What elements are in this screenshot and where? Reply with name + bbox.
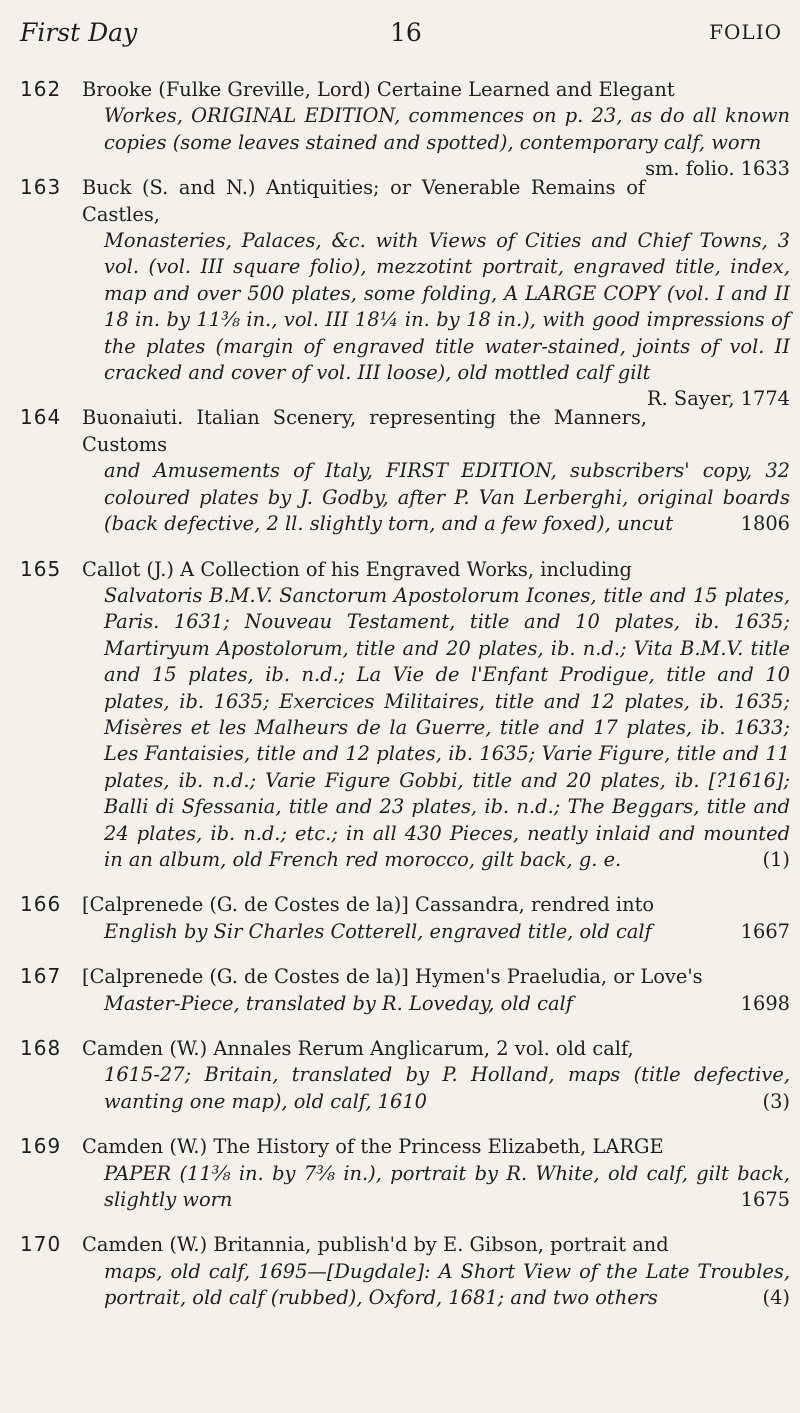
lot-body bbox=[82, 583, 790, 873]
lot-entry bbox=[20, 1036, 790, 1115]
lot-list bbox=[20, 77, 790, 1331]
lot-description bbox=[82, 892, 790, 945]
lot-reference: sm. folio. 1633 bbox=[645, 157, 790, 181]
lot-description bbox=[82, 557, 790, 874]
lot-heading: [Calprenede (G. de Costes de la)] Cassandra, rendred into bbox=[82, 893, 655, 917]
lot-body-text: Workes, ORIGINAL EDITION, commences on p. 23, as do all known copies (some leaves stained and spotted), contemporary calf, worn bbox=[104, 104, 790, 154]
lot-body bbox=[82, 991, 790, 1017]
lot-body bbox=[82, 1062, 790, 1115]
lot-description bbox=[82, 405, 790, 537]
lot-number: 162 bbox=[20, 77, 62, 101]
lot-entry bbox=[20, 892, 790, 945]
page-number: 16 bbox=[390, 18, 422, 47]
lot-heading: Buonaiuti. Italian Scenery, representing the Manners, Customs bbox=[82, 406, 647, 456]
lot-description bbox=[82, 1036, 790, 1115]
lot-entry bbox=[20, 1134, 790, 1213]
lot-number: 167 bbox=[20, 964, 62, 989]
lot-entry bbox=[20, 175, 790, 411]
lot-reference: R. Sayer, 1774 bbox=[646, 387, 790, 411]
lot-reference: 1698 bbox=[740, 991, 790, 1015]
lot-body bbox=[82, 919, 790, 945]
lot-heading: [Calprenede (G. de Costes de la)] Hymen's Praeludia, or Love's bbox=[82, 965, 703, 989]
lot-body-text: Monasteries, Palaces, &c. with Views of Cities and Chief Towns, 3 vol. (vol. III square folio), mezzotint portrait, engraved title, index, map and over 500 plates, some folding, A LARGE COPY (vol. I and II 18 in. by 11⅜ in., vol. III 18¼ in. by 18 in.), with good impressions of the plates (margin of engraved title water-stained, joints of vol. II cracked and cover of vol. III loose), old mottled calf gilt bbox=[104, 229, 790, 385]
lot-reference: 1675 bbox=[740, 1188, 790, 1212]
page-header bbox=[20, 18, 782, 52]
lot-entry bbox=[20, 77, 790, 181]
lot-body-text: English by Sir Charles Cotterell, engraved title, old calf bbox=[104, 919, 652, 943]
lot-body-text: PAPER (11⅜ in. by 7⅜ in.), portrait by R. White, old calf, gilt back, slightly worn bbox=[104, 1161, 790, 1212]
lot-reference: 1667 bbox=[740, 919, 790, 943]
lot-description bbox=[82, 175, 790, 411]
lot-body-text: 1615-27; Britain, translated by P. Holland, maps (title defective, wanting one map), old calf, 1610 bbox=[104, 1063, 790, 1113]
lot-number: 170 bbox=[20, 1232, 62, 1257]
format-label: FOLIO bbox=[709, 20, 782, 44]
lot-reference: 1806 bbox=[740, 512, 790, 536]
lot-description bbox=[82, 1134, 790, 1213]
lot-heading: Buck (S. and N.) Antiquities; or Venerable Remains of Castles, bbox=[82, 176, 646, 226]
lot-number: 165 bbox=[20, 556, 62, 581]
lot-body bbox=[82, 1161, 790, 1214]
lot-body bbox=[82, 228, 790, 411]
lot-reference: (1) bbox=[762, 847, 790, 871]
lot-number: 169 bbox=[20, 1134, 62, 1159]
lot-heading: Camden (W.) Britannia, publish'd by E. Gibson, portrait and bbox=[82, 1233, 669, 1257]
lot-body-text: maps, old calf, 1695—[Dugdale]: A Short View of the Late Troubles, portrait, old calf (rubbed), Oxford, 1681; and two others bbox=[104, 1259, 790, 1310]
lot-body-text: Salvatoris B.M.V. Sanctorum Apostolorum Icones, title and 15 plates, Paris. 1631; Nouveau Testament, title and 10 plates, ib. 1635; Martiryum Apostolorum, title and 20 plates, ib. n.d.; Vita B.M.V. title and 15 plates, ib. n.d.; La Vie de l'Enfant Prodigue, title and 10 plates, ib. 1635; Exercices Militaires, title and 12 plates, ib. 1635; Misères et les Malheurs de la Guerre, title and 17 plates, ib. 1633; Les Fantaisies, title and 12 plates, ib. 1635; Varie Figure, title and 11 plates, ib. n.d.; Varie Figure Gobbi, title and 20 plates, ib. [?1616]; Balli di Sfessania, title and 23 plates, ib. n.d.; The Beggars, title and 24 plates, ib. n.d.; etc.; in all 430 Pieces, neatly inlaid and mounted in an album, old French red morocco, gilt back, g. e. bbox=[104, 583, 790, 871]
lot-heading: Camden (W.) Annales Rerum Anglicarum, 2 vol. old calf, bbox=[82, 1037, 634, 1060]
lot-description bbox=[82, 964, 790, 1017]
lot-body-text: Master-Piece, translated by R. Loveday, old calf bbox=[104, 991, 573, 1015]
lot-number: 166 bbox=[20, 892, 62, 917]
lot-description bbox=[82, 1232, 790, 1311]
lot-number: 168 bbox=[20, 1036, 62, 1060]
lot-heading: Camden (W.) The History of the Princess Elizabeth, LARGE bbox=[82, 1135, 664, 1159]
lot-description bbox=[82, 77, 790, 181]
lot-reference: (3) bbox=[762, 1089, 790, 1113]
lot-reference: (4) bbox=[762, 1286, 790, 1310]
lot-heading: Brooke (Fulke Greville, Lord) Certaine Learned and Elegant bbox=[82, 78, 675, 101]
lot-number: 163 bbox=[20, 175, 62, 200]
lot-body bbox=[82, 458, 790, 537]
lot-body-text: and Amusements of Italy, FIRST EDITION, subscribers' copy, 32 coloured plates by J. Godby, after P. Van Lerberghi, original boards (back defective, 2 ll. slightly torn, and a few foxed), uncut bbox=[104, 459, 790, 536]
lot-body bbox=[82, 103, 790, 181]
lot-heading: Callot (J.) A Collection of his Engraved Works, including bbox=[82, 557, 632, 581]
lot-body bbox=[82, 1259, 790, 1312]
lot-entry bbox=[20, 557, 790, 874]
day-label: First Day bbox=[20, 18, 138, 47]
lot-entry bbox=[20, 964, 790, 1017]
lot-entry bbox=[20, 1232, 790, 1311]
lot-number: 164 bbox=[20, 405, 62, 430]
lot-entry bbox=[20, 405, 790, 537]
